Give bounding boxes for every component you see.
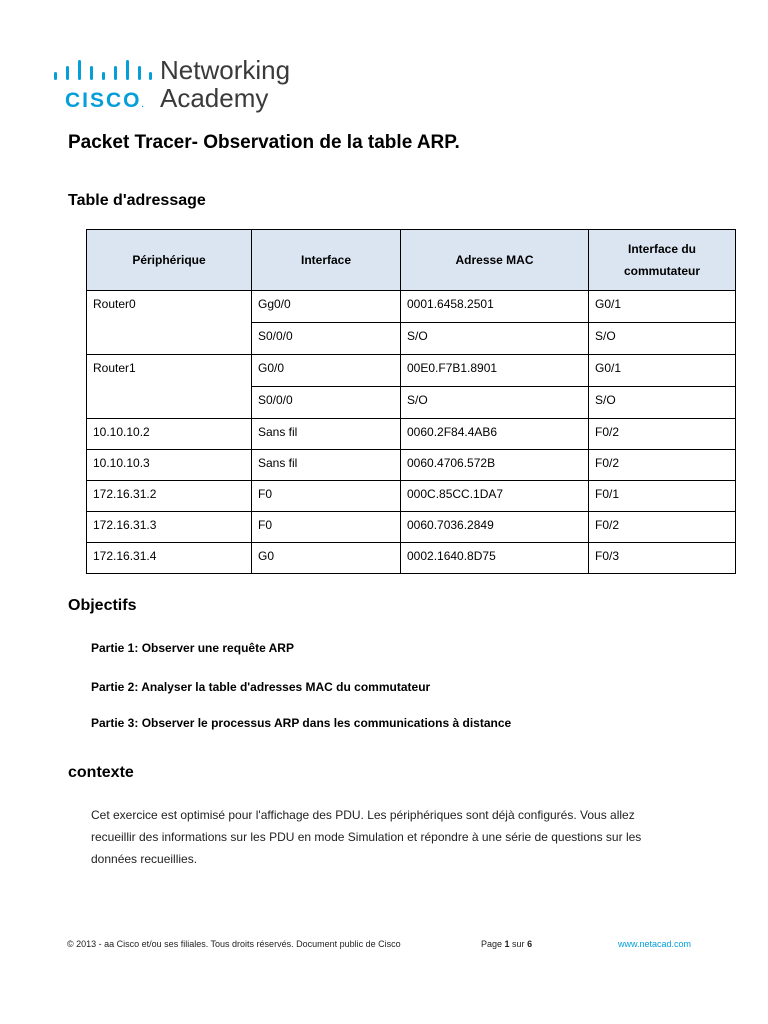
page-title: Packet Tracer- Observation de la table ARP. (68, 132, 460, 153)
table-cell: S/O (589, 387, 736, 419)
header-mac: Adresse MAC (401, 230, 589, 291)
table-cell: G0/1 (589, 355, 736, 387)
addressing-table (86, 229, 736, 574)
table-cell: S/O (589, 323, 736, 355)
header-interface: Interface (252, 230, 401, 291)
table-row (87, 481, 736, 512)
objectives-heading: Objectifs (68, 597, 137, 614)
table-cell: G0/0 (252, 355, 401, 387)
table-cell: Router1 (87, 355, 252, 419)
table-cell: S0/0/0 (252, 387, 401, 419)
academy-wordmark: Networking Academy (160, 55, 291, 113)
table-row (87, 419, 736, 450)
table-cell: 0060.2F84.4AB6 (401, 419, 589, 450)
context-heading: contexte (68, 764, 134, 781)
table-row (87, 291, 736, 323)
addressing-heading: Table d'adressage (68, 192, 206, 209)
table-cell: 10.10.10.3 (87, 450, 252, 481)
table-row (87, 355, 736, 387)
table-row (87, 450, 736, 481)
objective-item: Partie 2: Analyser la table d'adresses MAC du commutateur (91, 680, 431, 694)
table-cell: F0 (252, 512, 401, 543)
table-cell: F0/2 (589, 419, 736, 450)
footer-copyright: © 2013 - aa Cisco et/ou ses filiales. Tous droits réservés. Document public de Cisco (67, 939, 401, 949)
table-cell: Sans fil (252, 450, 401, 481)
table-cell: S/O (401, 323, 589, 355)
table-cell: 0002.1640.8D75 (401, 543, 589, 574)
table-cell: F0 (252, 481, 401, 512)
table-row (87, 543, 736, 574)
footer-link[interactable]: www.netacad.com (618, 939, 692, 949)
table-cell: 0060.7036.2849 (401, 512, 589, 543)
context-paragraph: Cet exercice est optimisé pour l'affichage des PDU. Les périphériques sont déjà configurés. Vous allez recueillir des informations sur les PDU en mode Simulation et répondre à une série de questions sur les données recueillies. (91, 808, 642, 866)
table-cell: 0060.4706.572B (401, 450, 589, 481)
table-cell: 0001.6458.2501 (401, 291, 589, 323)
table-cell: 000C.85CC.1DA7 (401, 481, 589, 512)
table-cell: 10.10.10.2 (87, 419, 252, 450)
table-cell: 172.16.31.2 (87, 481, 252, 512)
header-switch-interface: Interface du commutateur (589, 230, 736, 291)
table-cell: F0/2 (589, 450, 736, 481)
table-cell: F0/1 (589, 481, 736, 512)
table-cell: 172.16.31.3 (87, 512, 252, 543)
footer-page-number: Page 1 sur 6 (481, 939, 533, 949)
objective-item: Partie 3: Observer le processus ARP dans les communications à distance (91, 716, 512, 730)
table-cell: S/O (401, 387, 589, 419)
cisco-wordmark: CISCO. (65, 89, 144, 112)
table-cell: 172.16.31.4 (87, 543, 252, 574)
table-cell: G0 (252, 543, 401, 574)
table-cell: Sans fil (252, 419, 401, 450)
header-device: Périphérique (87, 230, 252, 291)
table-cell: Router0 (87, 291, 252, 355)
objective-item: Partie 1: Observer une requête ARP (91, 641, 294, 655)
cisco-bars-icon (52, 58, 152, 80)
table-row (87, 512, 736, 543)
table-header-row (87, 230, 736, 291)
table-cell: 00E0.F7B1.8901 (401, 355, 589, 387)
table-cell: G0/1 (589, 291, 736, 323)
table-cell: S0/0/0 (252, 323, 401, 355)
table-cell: F0/3 (589, 543, 736, 574)
table-cell: Gg0/0 (252, 291, 401, 323)
table-cell: F0/2 (589, 512, 736, 543)
